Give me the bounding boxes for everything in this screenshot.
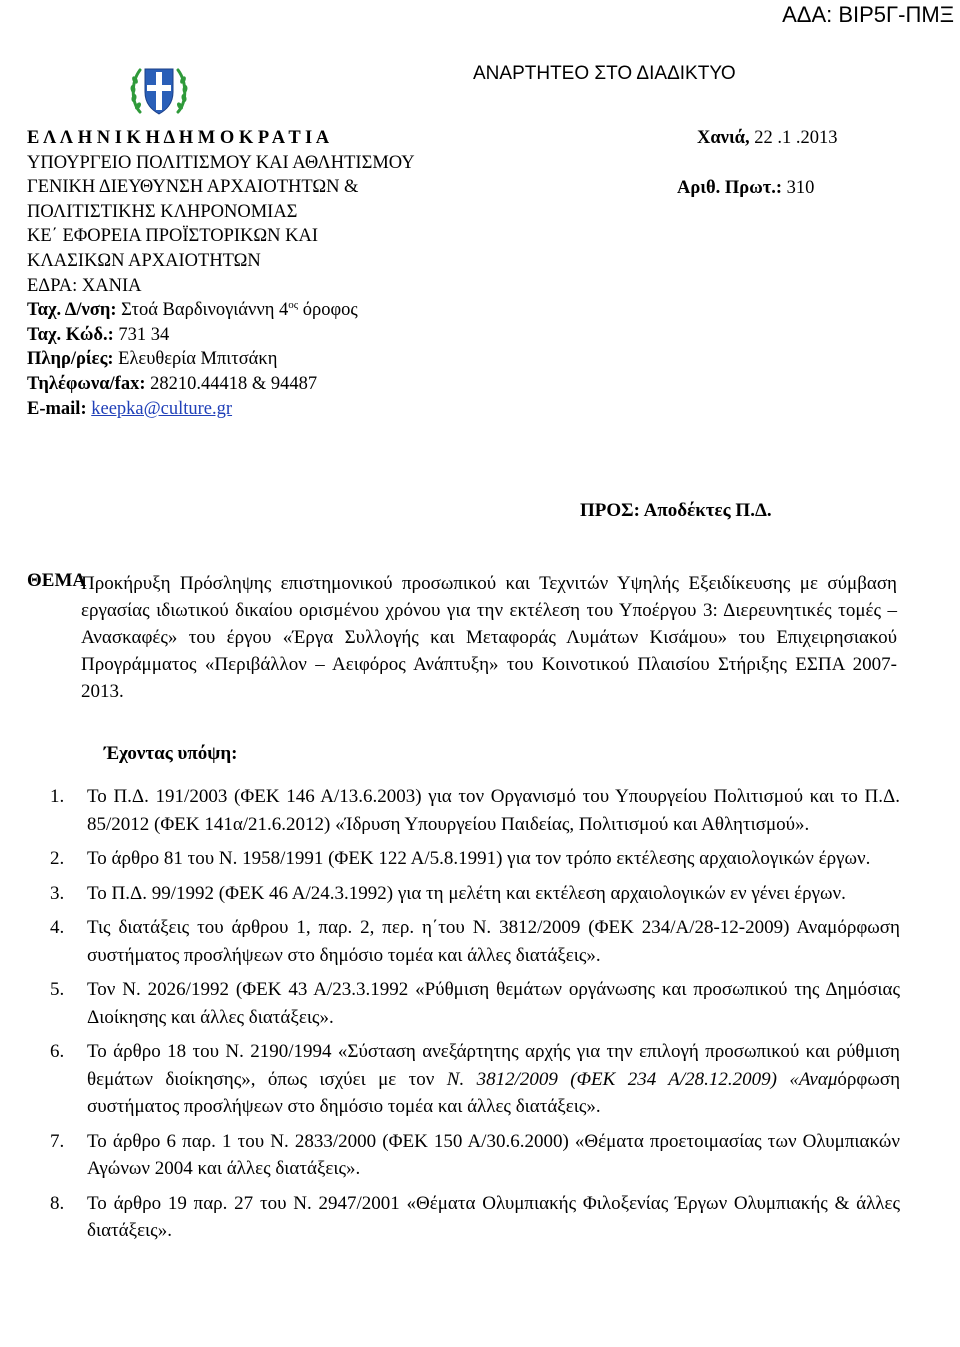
address-tail: όροφος	[302, 300, 358, 321]
address-value: Στοά Βαρδινογιάννη 4	[121, 300, 289, 321]
info-value: Ελευθερία Μπιτσάκη	[118, 349, 278, 370]
item-number: 8.	[50, 1192, 65, 1214]
recipients-line: ΠΡΟΣ: Αποδέκτες Π.Δ.	[580, 500, 772, 521]
info-label: Πληρ/ρίες:	[27, 349, 114, 370]
item-number: 4.	[50, 917, 65, 938]
list-item	[50, 914, 900, 969]
item-number: 7.	[50, 1130, 65, 1152]
info-line	[27, 347, 587, 372]
item-text: Τον Ν. 2026/1992 (ΦΕΚ 43 Α/23.3.1992 «Ρύθμιση θεμάτων οργάνωσης και προσωπικού της Δημόσιας Διοίκησης και άλλες διατάξεις».	[87, 979, 900, 1028]
list-item	[50, 1190, 900, 1245]
postcode-line	[27, 323, 587, 348]
list-item	[50, 845, 900, 873]
email-label: E-mail:	[27, 398, 87, 419]
state-name: Ε Λ Λ Η Ν Ι Κ Η Δ Η Μ Ο Κ Ρ Α Τ Ι Α	[27, 128, 330, 148]
place-date-label: Χανιά,	[697, 128, 750, 148]
email-line	[27, 397, 587, 422]
date-line	[697, 126, 838, 151]
item-number: 3.	[50, 882, 65, 904]
phone-value: 28210.44418 & 94487	[150, 373, 318, 394]
address-label: Ταχ. Δ/νση:	[27, 300, 117, 321]
item-number: 1.	[50, 786, 65, 807]
item-text: Το άρθρο 81 του Ν. 1958/1991 (ΦΕΚ 122 Α/5.8.1991) για τον τρόπο εκτέλεσης αρχαιολογικών έργων.	[87, 848, 871, 869]
item-text-italic: Ν. 3812/2009 (ΦΕΚ 234 Α/28.12.2009) «Αναμ	[446, 1068, 838, 1090]
item-text: Το Π.Δ. 99/1992 (ΦΕΚ 46 Α/24.3.1992) για τη μελέτη και εκτέλεση αρχαιολογικών εν γένει έργων.	[87, 882, 846, 904]
item-number: 5.	[50, 979, 65, 1000]
item-text: Τις διατάξεις του άρθρου 1, παρ. 2, περ. η΄του Ν. 3812/2009 (ΦΕΚ 234/Α/28-12-2009) Αναμόρφωση συστήματος προσλήψεων στο δημόσιο τομέα και άλλες διατάξεις».	[87, 917, 900, 966]
item-text: Το άρθρο 19 παρ. 27 του Ν. 2947/2001 «Θέματα Ολυμπιακής Φιλοξενίας Έργων Ολυμπιακής & άλλες διατάξεις».	[87, 1192, 900, 1241]
address-line	[27, 298, 587, 323]
item-number: 6.	[50, 1041, 65, 1062]
item-text: Το άρθρο 6 παρ. 1 του Ν. 2833/2000 (ΦΕΚ 150 Α/30.6.2000) «Θέματα προετοιμασίας των Ολυμπιακών Αγώνων 2004 και άλλες διατάξεις».	[87, 1130, 900, 1179]
list-item	[50, 976, 900, 1031]
email-link[interactable]: keepka@culture.gr	[91, 398, 233, 419]
list-item	[50, 880, 900, 908]
ephorate-line-1: ΚΕ΄ ΕΦΟΡΕΙΑ ΠΡΟΪΣΤΟΡΙΚΩΝ ΚΑΙ	[27, 226, 319, 247]
address-sup: ος	[288, 299, 299, 312]
item-text: Το άρθρο 18 του Ν. 2190/1994 «Σύσταση ανεξάρτητης αρχής για την επιλογή προσωπικού και ρύθμιση θεμάτων διοίκησης», όπως ισχύει με τον	[87, 1041, 900, 1090]
ada-code: ΑΔΑ: ΒΙΡ5Γ-ΠΜΞ	[782, 2, 954, 27]
item-text-tail: όρφωση συστήματος προσλήψεων στο δημόσιο τομέα και άλλες διατάξεις».	[87, 1068, 901, 1117]
considerations-list	[50, 783, 900, 1245]
ephorate-line-2: ΚΛΑΣΙΚΩΝ ΑΡΧΑΙΟΤΗΤΩΝ	[27, 250, 261, 271]
item-text: Το Π.Δ. 191/2003 (ΦΕΚ 146 Α/13.6.2003) για τον Οργανισμό του Υπουργείου Πολιτισμού και το Π.Δ. 85/2012 (ΦΕΚ 141α/21.6.2012) «Ίδρυση Υπουργείου Παιδείας, Πολιτισμού και Αθλητισμού».	[87, 786, 900, 835]
list-item	[50, 1038, 900, 1121]
greek-coat-of-arms-icon	[128, 60, 190, 122]
posted-notice: ΑΝΑΡΤΗΤΕΟ ΣΤΟ ΔΙΑΔΙΚΤΥΟ	[473, 63, 736, 84]
directorate-line-2: ΠΟΛΙΤΙΣΤΙΚΗΣ ΚΛΗΡΟΝΟΜΙΑΣ	[27, 201, 298, 222]
list-item	[50, 1128, 900, 1183]
sender-header	[27, 126, 587, 421]
list-item	[50, 783, 900, 838]
subject-label: ΘΕΜΑ	[27, 570, 87, 591]
item-number: 2.	[50, 848, 65, 869]
seat-line: ΕΔΡΑ: ΧΑΝΙΑ	[27, 275, 142, 296]
protocol-line	[677, 176, 814, 201]
postcode-label: Ταχ. Κώδ.:	[27, 324, 114, 345]
postcode-value: 731 34	[118, 324, 170, 345]
phone-label: Τηλέφωνα/fax:	[27, 373, 146, 394]
phone-line	[27, 372, 587, 397]
directorate-line-1: ΓΕΝΙΚΗ ΔΙΕΥΘΥΝΣΗ ΑΡΧΑΙΟΤΗΤΩΝ &	[27, 177, 359, 198]
protocol-label: Αριθ. Πρωτ.:	[677, 178, 783, 198]
protocol-value: 310	[786, 178, 815, 198]
date-value: 22 .1 .2013	[754, 128, 838, 148]
subject-text: Προκήρυξη Πρόσληψης επιστημονικού προσωπικού και Τεχνιτών Υψηλής Εξειδίκευσης με σύμβαση εργασίας ιδιωτικού δικαίου ορισμένου χρόνου για την εκτέλεση του Υποέργου 3: Διερευνητικές τομές – Ανασκαφές» του έργου «Έργα Συλλογής και Μεταφοράς Λυμάτων Κισάμου» του Επιχειρησιακού Προγράμματος «Περιβάλλον – Αειφόρος Ανάπτυξη» του Κοινοτικού Πλαισίου Στήριξης ΕΣΠΑ 2007-2013.	[81, 573, 897, 702]
ministry-name: ΥΠΟΥΡΓΕΙΟ ΠΟΛΙΤΙΣΜΟΥ ΚΑΙ ΑΘΛΗΤΙΣΜΟΥ	[27, 152, 415, 173]
having-in-view-heading: Έχοντας υπόψη:	[104, 743, 238, 764]
